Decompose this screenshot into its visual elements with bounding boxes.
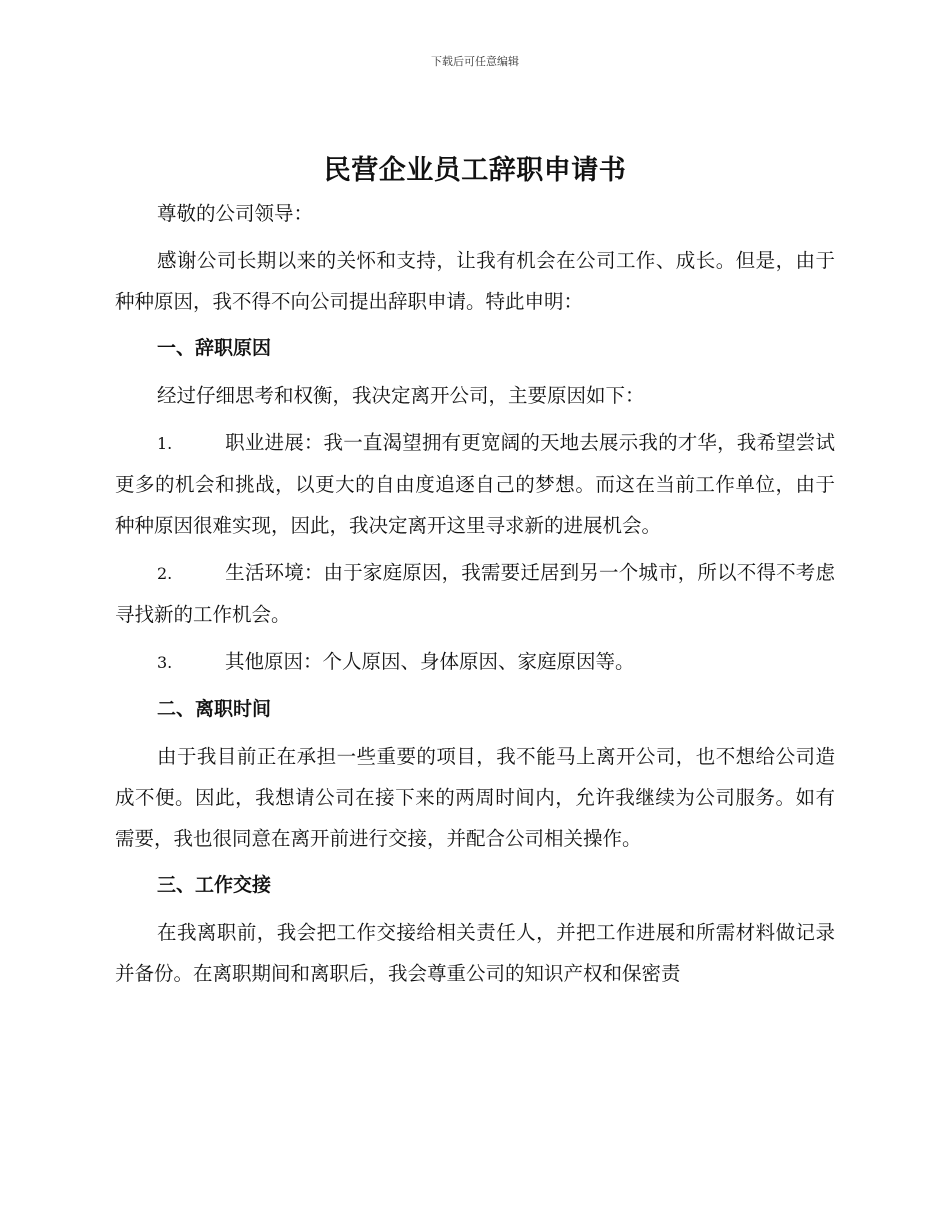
list-item-text: 生活环境：由于家庭原因，我需要迁居到另一个城市，所以不得不考虑寻找新的工作机会。 xyxy=(115,561,835,626)
section-heading-handover: 三、工作交接 xyxy=(157,874,272,896)
list-item xyxy=(115,422,835,546)
list-number: 1. xyxy=(157,434,173,453)
section-heading-reasons: 一、辞职原因 xyxy=(157,337,272,359)
intro-paragraph: 感谢公司长期以来的关怀和支持，让我有机会在公司工作、成长。但是，由于种种原因，我不得不向公司提出辞职申请。特此申明： xyxy=(115,249,835,313)
list-item xyxy=(115,552,835,635)
reasons-lead: 经过仔细思考和权衡，我决定离开公司，主要原因如下： xyxy=(157,384,645,407)
list-item xyxy=(115,641,835,683)
list-item-text: 其他原因：个人原因、身体原因、家庭原因等。 xyxy=(225,650,635,673)
section-heading-departure-time: 二、离职时间 xyxy=(157,698,272,720)
salutation: 尊敬的公司领导： xyxy=(157,202,314,225)
document-body xyxy=(115,193,835,1000)
handover-paragraph: 在我离职前，我会把工作交接给相关责任人，并把工作进展和所需材料做记录并备份。在离职期间和离职后，我会尊重公司的知识产权和保密责 xyxy=(115,921,835,985)
departure-time-paragraph: 由于我目前正在承担一些重要的项目，我不能马上离开公司，也不想给公司造成不便。因此，我想请公司在接下来的两周时间内，允许我继续为公司服务。如有需要，我也很同意在离开前进行交接，并配合公司相关操作。 xyxy=(115,745,835,850)
page-header-note: 下载后可任意编辑 xyxy=(431,55,519,68)
list-number: 3. xyxy=(157,653,173,672)
list-number: 2. xyxy=(157,564,173,583)
list-item-text: 职业进展：我一直渴望拥有更宽阔的天地去展示我的才华，我希望尝试更多的机会和挑战，以更大的自由度追逐自己的梦想。而这在当前工作单位，由于种种原因很难实现，因此，我决定离开这里寻求新的进展机会。 xyxy=(115,431,835,537)
document-title: 民营企业员工辞职申请书 xyxy=(323,155,627,186)
